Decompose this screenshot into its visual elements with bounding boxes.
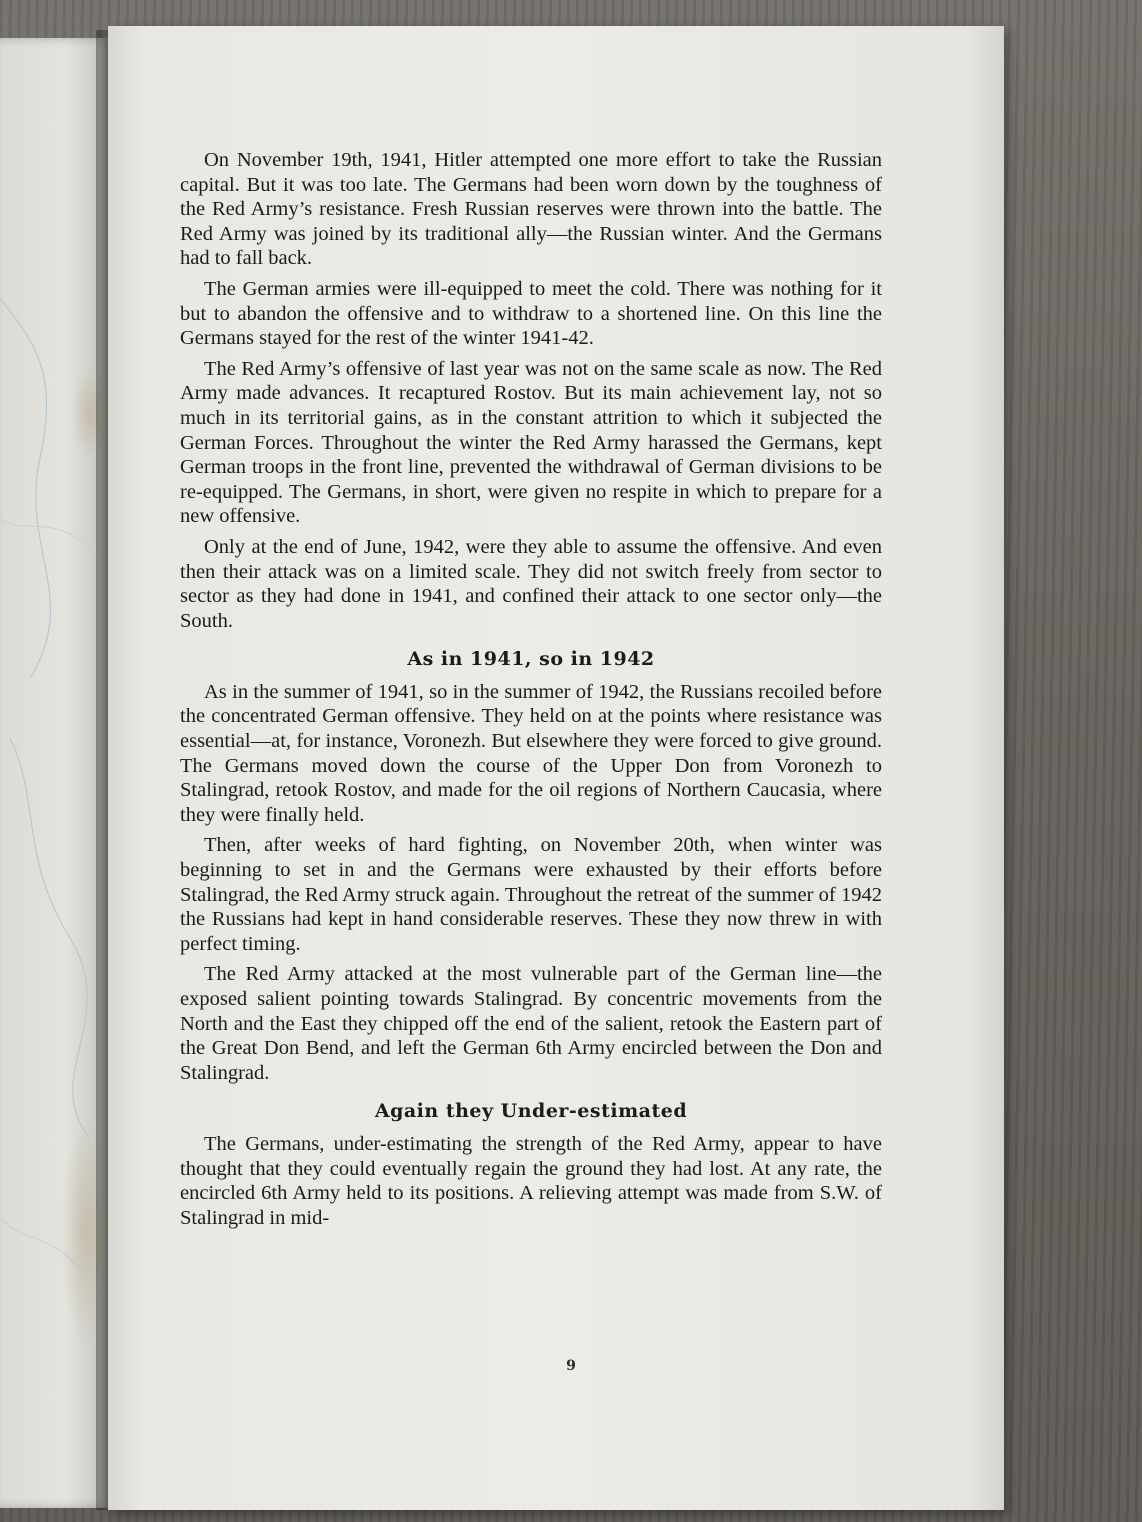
body-paragraph: The Red Army attacked at the most vulnerable part of the German line—the exposed salient pointing towards Stalingrad. By concentric movements from the North and the East they chipped off the end of the salient, retook the Eastern part of the Great Don Bend, and left the German 6th Army encircled between the Don and Stalingrad. — [180, 963, 882, 1084]
body-paragraph: As in the summer of 1941, so in the summer of 1942, the Russians recoiled before the concentrated German offensive. They held on at the points where resistance was essential—at, for instance, Voronezh. But elsewhere they were forced to give ground. The Germans moved down the course of the Upper Don from Voronezh to Stalingrad, retook Rostov, and made for the oil regions of Northern Caucasia, where they were finally held. — [180, 680, 882, 826]
body-paragraph: Only at the end of June, 1942, were they able to assume the offensive. And even then their attack was on a limited scale. They did not switch freely from sector to sector as they had done in 1941, and confined their attack to one sector only—the South. — [180, 535, 882, 632]
body-paragraph: The German armies were ill-equipped to meet the cold. There was nothing for it but to abandon the offensive and to withdraw to a shortened line. On this line the Germans stayed for the rest of the winter 1941-42. — [180, 277, 882, 350]
section-heading: As in 1941, so in 1942 — [407, 648, 655, 671]
page-text-block — [180, 148, 882, 1236]
body-paragraph: Then, after weeks of hard fighting, on November 20th, when winter was beginning to set in and the Germans were exhausted by their efforts before Stalingrad, the Red Army struck again. Throughout the retreat of the summer of 1942 the Russians had kept in hand considerable reserves. These they now threw in with perfect timing. — [180, 834, 882, 955]
body-paragraph: On November 19th, 1941, Hitler attempted one more effort to take the Russian capital. But it was too late. The Germans had been worn down by the toughness of the Red Army’s resistance. Fresh Russian reserves were thrown into the battle. The Red Army was joined by its traditional ally—the Russian winter. And the Germans had to fall back. — [180, 149, 882, 270]
left-facing-page — [0, 38, 110, 1508]
body-paragraph: The Red Army’s offensive of last year was not on the same scale as now. The Red Army made advances. It recaptured Rostov. But its main achievement lay, not so much in its territorial gains, as in the constant attrition to which it subjected the German Forces. Throughout the winter the Red Army harassed the Germans, kept German troops in the front line, prevented the withdrawal of German divisions to be re-equipped. The Germans, in short, were given no respite in which to prepare for a new offensive. — [180, 357, 882, 528]
body-paragraph: The Germans, under-estimating the strength of the Red Army, appear to have thought that they could eventually regain the ground they had lost. At any rate, the encircled 6th Army held to its positions. A relieving attempt was made from S.W. of Stalingrad in mid- — [180, 1132, 882, 1229]
page-number: 9 — [566, 1358, 576, 1374]
section-heading: Again they Under-estimated — [374, 1100, 688, 1123]
